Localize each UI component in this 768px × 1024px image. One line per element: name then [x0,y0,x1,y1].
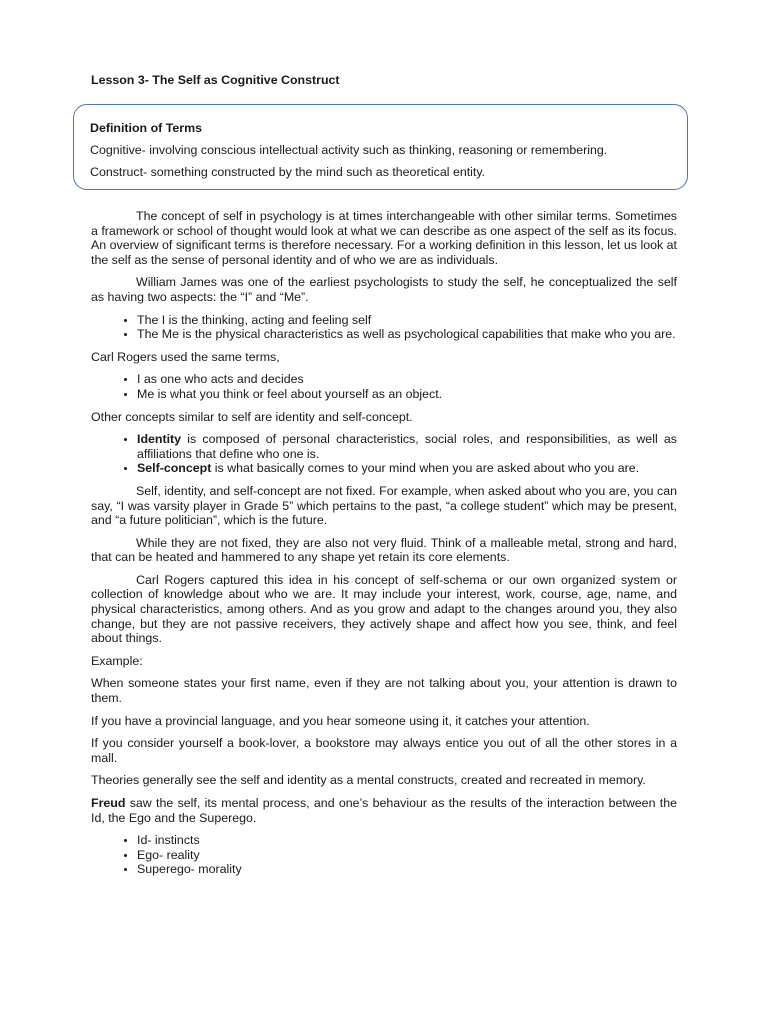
term-freud: Freud [91,796,126,810]
list-item: • The Me is the physical characteristics as well as psychological capabilities that make who you are. [137,327,677,342]
paragraph-intro: The concept of self in psychology is at times interchangeable with other similar terms. Sometimes a framework or school of thought would look at what we can describe as one aspect of the self as its focus. An overview of significant terms is therefore necessary. For a working definition in this lesson, let us look at the self as the sense of personal identity and of who we are as individuals. [91,209,677,267]
paragraph-james: William James was one of the earliest psychologists to study the self, he conceptualized the self as having two aspects: the “I” and “Me”. [91,275,677,304]
list-item: • I as one who acts and decides [137,372,677,387]
freud-list [91,833,677,877]
paragraph-freud [91,796,677,825]
james-list [91,313,677,342]
definition-construct: Construct- something constructed by the mind such as theoretical entity. [90,165,486,180]
term-identity-text: is composed of personal characteristics, social roles, and responsibilities, as well as affiliations that define who one is. [137,432,677,461]
paragraph-example-language: If you have a provincial language, and you hear someone using it, it catches your attention. [91,713,590,728]
term-identity: Identity [137,432,182,447]
list-item [137,461,677,476]
paragraph-example-name: When someone states your first name, even if they are not talking about you, your attention is drawn to them. [91,676,677,706]
definition-cognitive: Cognitive- involving conscious intellectual activity such as thinking, reasoning or remembering. [90,142,608,157]
list-item [137,432,677,461]
definition-box [73,104,688,190]
list-item: • Superego- morality [137,862,677,877]
list-item: • Id- instincts [137,833,677,848]
rogers-list [91,372,677,401]
paragraph-theories: Theories generally see the self and identity as a mental constructs, created and recreated in memory. [91,773,646,788]
paragraph-self-schema: Carl Rogers captured this idea in his concept of self-schema or our own organized system or collection of knowledge about who we are. It may include your interest, work, course, age, name, and physical characteristics, among others. And as you grow and adapt to the changes around you, they also change, but they are not passive receivers, they actively shape and affect how you see, think, and feel about things. [91,572,677,646]
paragraph-not-fixed: Self, identity, and self-concept are not fixed. For example, when asked about who you are, you can say, “I was varsity player in Grade 5” which pertains to the past, “a college student” which may be present, and “a future politician”, which is the future. [91,483,677,528]
list-item: • The I is the thinking, acting and feeling self [137,313,677,328]
term-self-concept-text: is what basically comes to your mind when you are asked about who you are. [211,461,640,476]
term-self-concept: Self-concept [137,461,212,476]
paragraph-example-bookstore: If you consider yourself a book-lover, a bookstore may always entice you out of all the other stores in a mall. [91,736,677,765]
definition-heading: Definition of Terms [90,121,202,135]
paragraph-not-fluid: While they are not fixed, they are also not very fluid. Think of a malleable metal, strong and hard, that can be heated and hammered to any shape yet retain its core elements. [91,535,677,565]
list-item: • Me is what you think or feel about yourself as an object. [137,387,677,402]
freud-text: saw the self, its mental process, and one’s behaviour as the results of the interaction between the Id, the Ego and the Superego. [91,796,677,825]
paragraph-example-label: Example: [91,653,143,668]
paragraph-concepts: Other concepts similar to self are identity and self-concept. [91,409,413,424]
lesson-title: Lesson 3- The Self as Cognitive Construct [91,73,340,87]
list-item: • Ego- reality [137,848,677,863]
concepts-list [91,432,677,476]
lesson-body [91,209,677,885]
paragraph-rogers: Carl Rogers used the same terms, [91,349,280,364]
